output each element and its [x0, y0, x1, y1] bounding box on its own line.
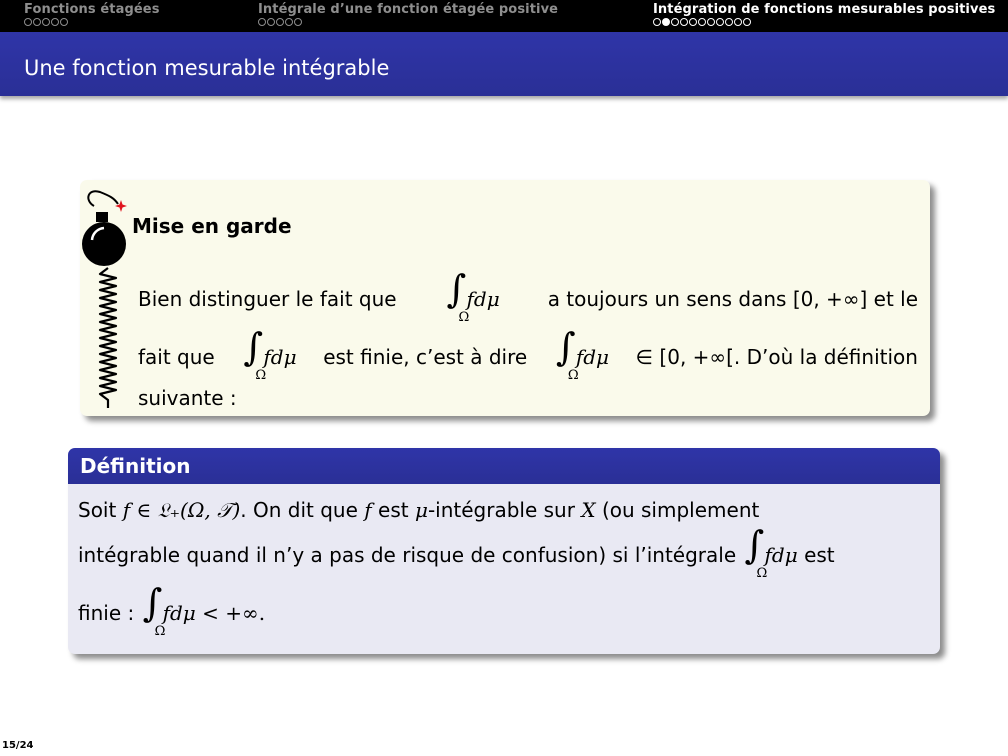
- nav-slide-dot[interactable]: [671, 18, 679, 26]
- frame-title-bar: [0, 32, 1008, 96]
- definition-block: [68, 448, 940, 654]
- integral-domain: Ω: [154, 624, 166, 639]
- nav-section-dots: [653, 18, 995, 26]
- nav-section-dots: [258, 18, 558, 26]
- integral-symbol: ∫ Ω: [142, 581, 166, 639]
- nav-slide-dot[interactable]: [42, 18, 50, 26]
- bomb-icon: [80, 188, 130, 410]
- definition-text-fragment: intégrable quand il n’y a pas de risque de confusion) si l’intégrale: [78, 543, 737, 567]
- nav-section-fonctions-etagees[interactable]: [24, 2, 160, 26]
- measure-symbol: μ: [414, 498, 428, 522]
- nav-slide-dot[interactable]: [716, 18, 724, 26]
- section-navigation-bar: [0, 0, 1008, 32]
- nav-slide-dot[interactable]: [725, 18, 733, 26]
- integrand: fdμ: [263, 345, 297, 369]
- integrand: fdμ: [764, 543, 798, 567]
- nav-section-dots: [24, 18, 160, 26]
- integral-symbol: ∫ Ω: [555, 325, 579, 383]
- nav-slide-dot[interactable]: [707, 18, 715, 26]
- nav-section-integrale-etagee[interactable]: [258, 2, 558, 26]
- definition-title: Définition: [80, 454, 191, 478]
- space-symbol: X: [581, 498, 596, 522]
- integrand: fdμ: [162, 601, 196, 625]
- nav-slide-dot[interactable]: [60, 18, 68, 26]
- definition-text-fragment: est: [378, 498, 409, 522]
- definition-text-fragment: Soit: [78, 498, 117, 522]
- frame-title: Une fonction mesurable intégrable: [24, 56, 390, 80]
- nav-section-title[interactable]: Intégration de fonctions mesurables positives: [653, 2, 996, 17]
- definition-line-2: [78, 523, 835, 581]
- nav-slide-dot[interactable]: [689, 18, 697, 26]
- nav-slide-dot[interactable]: [734, 18, 742, 26]
- integral-domain: Ω: [756, 566, 768, 581]
- nav-slide-dot[interactable]: [33, 18, 41, 26]
- nav-slide-dot[interactable]: [285, 18, 293, 26]
- integral-expression: [554, 325, 610, 383]
- integral-symbol: ∫ Ω: [243, 325, 267, 383]
- warning-text-line-1: [138, 267, 918, 325]
- definition-text-fragment: est: [804, 543, 835, 567]
- integral-expression: [241, 325, 297, 383]
- nav-section-integration-mesurables[interactable]: [653, 2, 995, 26]
- nav-slide-dot[interactable]: [276, 18, 284, 26]
- nav-slide-dot[interactable]: [267, 18, 275, 26]
- definition-text-fragment: (ou simplement: [601, 498, 760, 522]
- definition-text-fragment: finie :: [78, 601, 135, 625]
- warning-text-line-2: [138, 325, 918, 383]
- integral-expression: [445, 267, 500, 325]
- function-symbol: f: [364, 498, 372, 522]
- nav-slide-dot[interactable]: [24, 18, 32, 26]
- nav-slide-dot[interactable]: [698, 18, 706, 26]
- nav-slide-dot[interactable]: [294, 18, 302, 26]
- warning-text-fragment: Bien distinguer le fait que: [138, 287, 397, 311]
- nav-slide-dot[interactable]: [743, 18, 751, 26]
- definition-text-fragment: -intégrable sur: [427, 498, 575, 522]
- function-space-expression: f ∈ 𝔏₊(Ω, 𝒯): [122, 498, 241, 522]
- warning-text-line-3: suivante :: [138, 386, 237, 410]
- nav-slide-dot[interactable]: [662, 18, 670, 26]
- definition-text-fragment: < +∞.: [202, 601, 266, 625]
- warning-text-fragment: est finie, c’est à dire: [323, 345, 528, 369]
- integral-symbol: ∫ Ω: [744, 523, 768, 581]
- definition-text-fragment: . On dit que: [240, 498, 358, 522]
- page-number: 15/24: [2, 740, 34, 751]
- integral-expression: [141, 581, 196, 639]
- definition-line-1: [78, 498, 759, 522]
- integrand: fdμ: [575, 345, 610, 369]
- integral-symbol: ∫ Ω: [446, 267, 470, 325]
- warning-text-fragment: a toujours un sens dans [0, +∞] et le: [547, 287, 918, 311]
- integral-domain: Ω: [458, 310, 470, 325]
- warning-text-fragment: ∈ [0, +∞[. D’où la définition: [635, 345, 918, 369]
- nav-section-title[interactable]: Intégrale d’une fonction étagée positive: [258, 2, 559, 17]
- warning-title: Mise en garde: [132, 214, 292, 238]
- integral-domain: Ω: [567, 368, 579, 383]
- warning-text-fragment: fait que: [138, 345, 215, 369]
- nav-slide-dot[interactable]: [680, 18, 688, 26]
- integral-expression: [743, 523, 798, 581]
- definition-line-3: [78, 581, 266, 639]
- definition-header: [68, 448, 940, 484]
- nav-section-title[interactable]: Fonctions étagées: [24, 2, 160, 17]
- nav-slide-dot[interactable]: [51, 18, 59, 26]
- integrand: fdμ: [466, 287, 500, 311]
- nav-slide-dot[interactable]: [258, 18, 266, 26]
- nav-slide-dot[interactable]: [653, 18, 661, 26]
- integral-domain: Ω: [255, 368, 267, 383]
